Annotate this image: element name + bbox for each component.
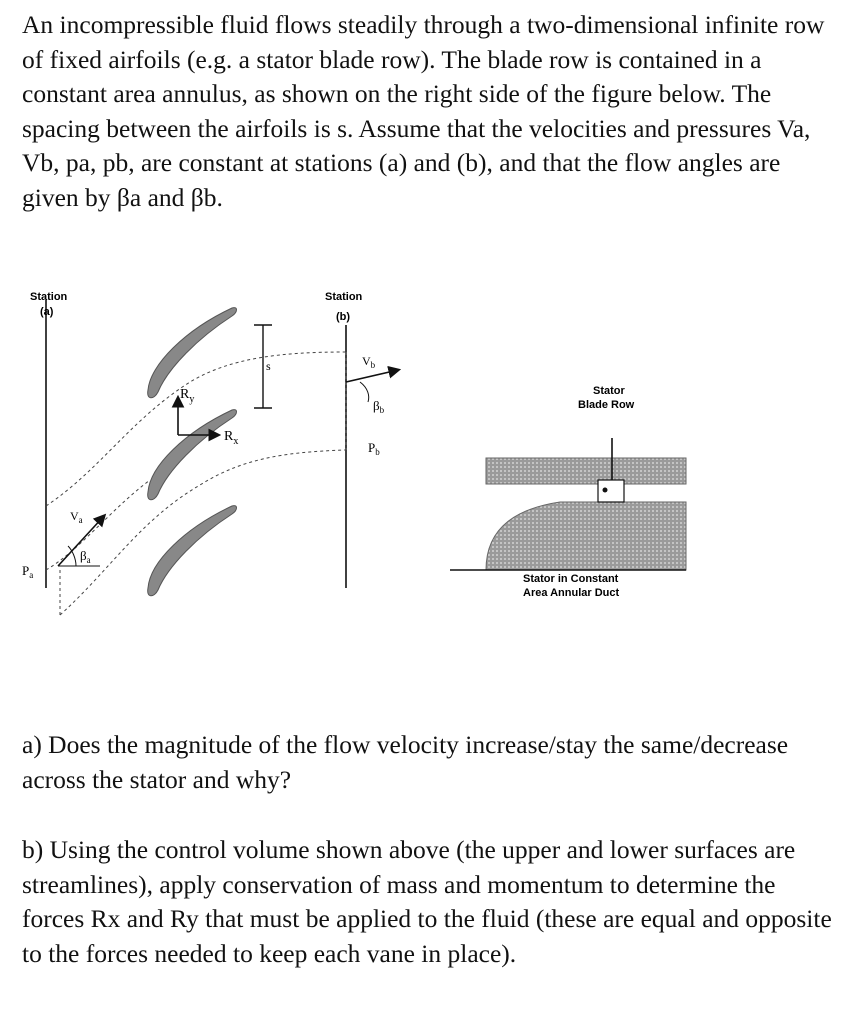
stator-label-1: Stator <box>593 385 625 397</box>
airfoil-top <box>148 308 237 398</box>
stator-hub-box <box>598 480 624 502</box>
beta-a-label: $\beta_a$ <box>80 548 91 565</box>
station-b-sublabel: (b) <box>336 311 351 323</box>
duct-hub <box>486 502 686 570</box>
stator-label-2: Blade Row <box>578 399 635 411</box>
problem-statement: An incompressible fluid flows steadily through a two-dimensional infinite row of fixed airfoils (e.g. a stator blade row). The blade row is contained in a constant area annulus, as shown on the right side of the figure below. The spacing between the airfoils is s. Assume that the velocities and pressures Va, Vb, pa, pb, are constant at stations (a) and (b), and that the flow angles are given by βa and βb. <box>22 10 825 212</box>
va-label: $V_a$ <box>70 509 83 525</box>
stator-figure <box>0 270 849 650</box>
duct-outer-wall <box>486 458 686 484</box>
ry-label: $R_y$ <box>180 387 195 405</box>
airfoil-bottom <box>148 506 237 596</box>
cv-upper-streamline <box>46 352 346 506</box>
pb-label: $P_b$ <box>368 440 380 457</box>
duct-label-1: Stator in Constant <box>523 573 619 585</box>
station-b-label: Station <box>325 291 363 303</box>
vb-label: $V_b$ <box>362 354 376 370</box>
cv-lower-streamline-2 <box>46 480 150 570</box>
pa-label: $P_a$ <box>22 563 34 580</box>
spacing-label: s <box>266 359 271 373</box>
vb-arrow <box>346 370 398 382</box>
airfoil-middle <box>148 410 237 500</box>
station-a-sublabel: (a) <box>40 306 54 318</box>
beta-b-label: $\beta_b$ <box>373 398 385 415</box>
duct-label-2: Area Annular Duct <box>523 587 620 599</box>
rx-label: $R_x$ <box>224 429 239 447</box>
question-a: a) Does the magnitude of the flow velocity increase/stay the same/decrease across the stator and why? <box>22 730 789 794</box>
question-b: b) Using the control volume shown above (the upper and lower surfaces are streamlines), apply conservation of mass and momentum to determine the forces Rx and Ry that must be applied to the fluid (these are equal and opposite to the forces needed to keep each vane in place). <box>22 835 832 968</box>
station-a-label: Station <box>30 291 68 303</box>
